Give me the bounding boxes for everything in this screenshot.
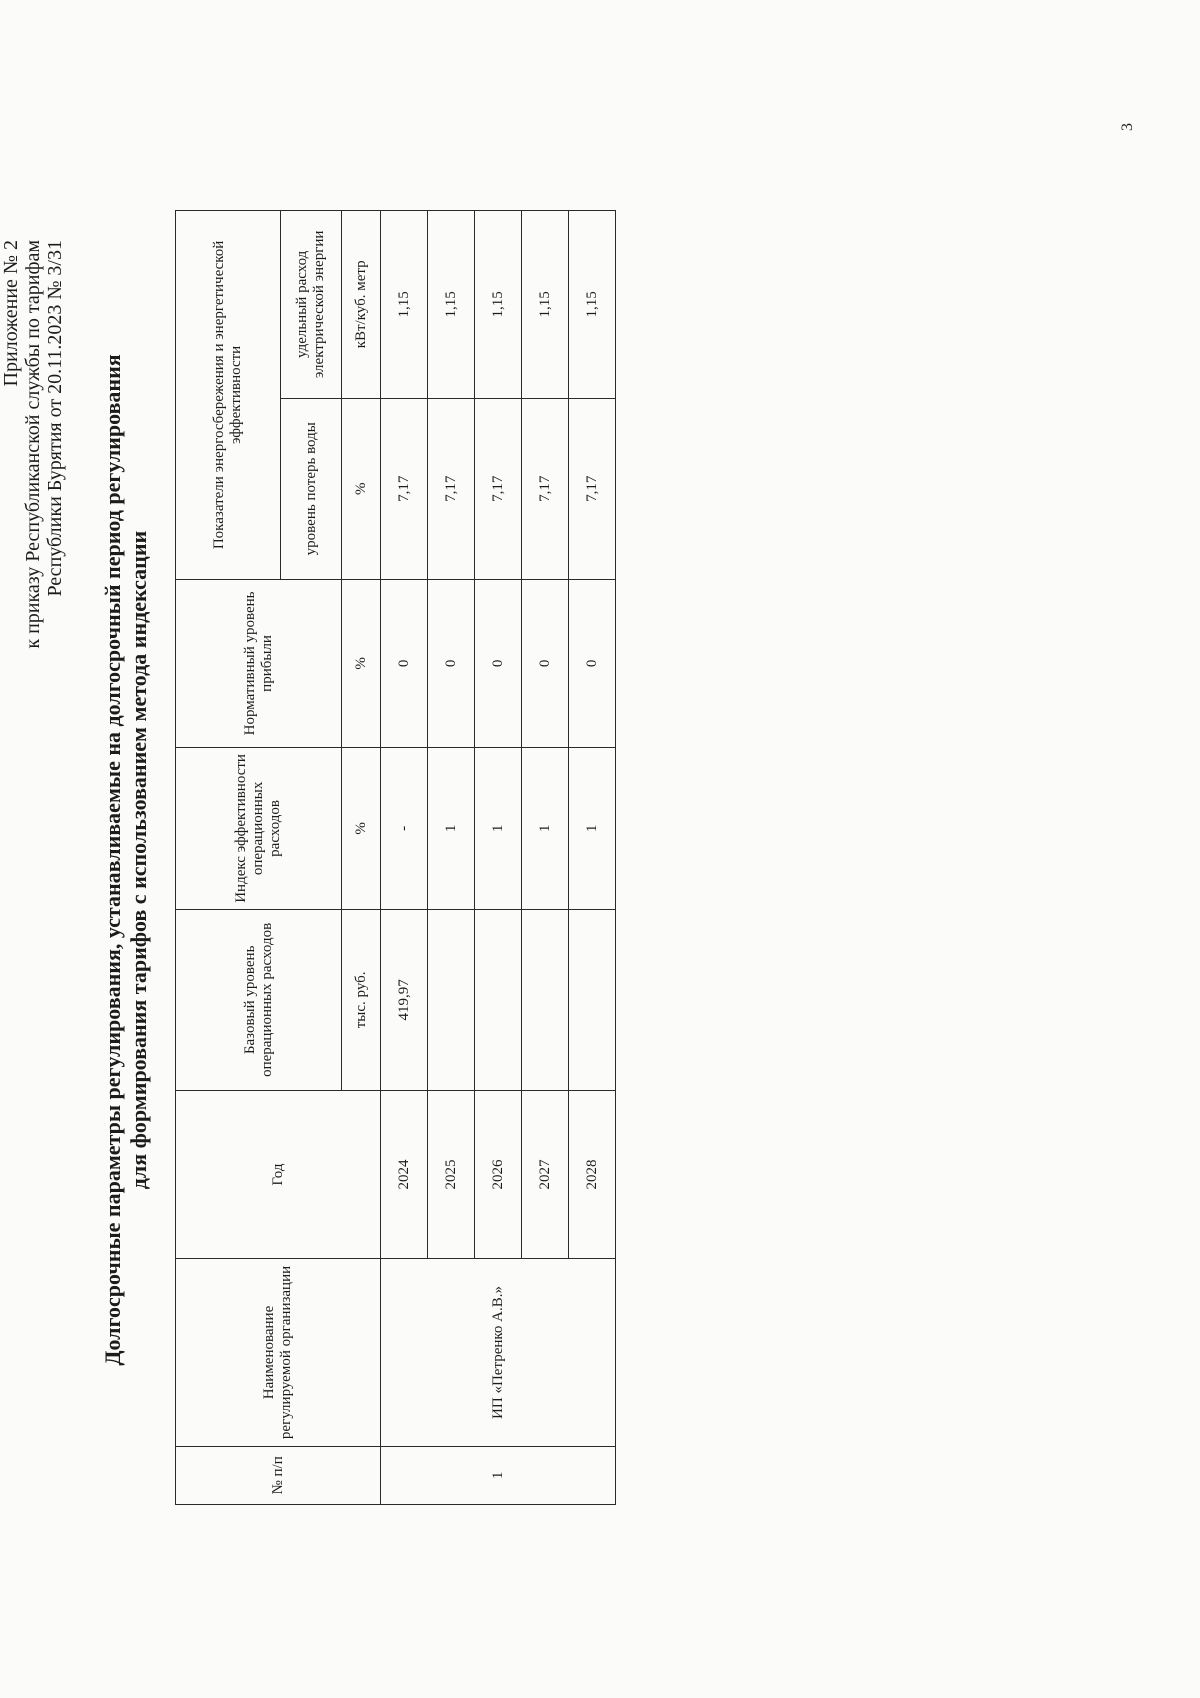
cell-index: 1 [522,748,569,910]
cell-index: 1 [428,748,475,910]
unit-base: тыс. руб. [342,909,381,1090]
title-line-2: для формирования тарифов с использованием метода индексации [126,530,151,1190]
cell-electricity: 1,15 [475,211,522,399]
cell-losses: 7,17 [569,398,616,579]
cell-profit: 0 [428,579,475,747]
header-water-losses: уровень потерь воды [281,398,342,579]
cell-base [569,909,616,1090]
header-electricity: удельный расход электрической энергии [281,211,342,399]
table-row [381,211,428,1505]
row-number: 1 [381,1446,616,1504]
cell-year: 2028 [569,1090,616,1258]
cell-profit: 0 [569,579,616,747]
appendix-line-3: Республики Бурятия от 20.11.2023 № 3/31 [44,240,66,597]
cell-base [428,909,475,1090]
rotated-document [0,210,930,1510]
header-num: № п/п [176,1446,381,1504]
cell-index: 1 [475,748,522,910]
unit-electricity: кВт/куб. метр [342,211,381,399]
page-number: 3 [1119,123,1136,131]
unit-index: % [342,748,381,910]
cell-base [522,909,569,1090]
appendix-block [0,240,66,649]
cell-profit: 0 [522,579,569,747]
cell-profit: 0 [381,579,428,747]
cell-electricity: 1,15 [522,211,569,399]
organization-name: ИП «Петренко А.В.» [381,1259,616,1447]
cell-year: 2024 [381,1090,428,1258]
cell-electricity: 1,15 [428,211,475,399]
cell-losses: 7,17 [475,398,522,579]
appendix-line-1: Приложение № 2 [0,240,22,387]
header-base-level: Базовый уровень операционных расходов [176,909,342,1090]
header-year: Год [176,1090,381,1258]
cell-index: - [381,748,428,910]
document-title [100,210,152,1510]
parameters-table [175,210,616,1505]
unit-losses: % [342,398,381,579]
header-energy-group: Показатели энергосбережения и энергетической эффективности [176,211,281,580]
unit-profit: % [342,579,381,747]
cell-electricity: 1,15 [569,211,616,399]
cell-base [475,909,522,1090]
cell-index: 1 [569,748,616,910]
cell-year: 2025 [428,1090,475,1258]
cell-base: 419,97 [381,909,428,1090]
header-efficiency-index: Индекс эффективности операционных расходов [176,748,342,910]
cell-losses: 7,17 [522,398,569,579]
cell-losses: 7,17 [428,398,475,579]
header-organization: Наименование регулируемой организации [176,1259,381,1447]
cell-losses: 7,17 [381,398,428,579]
appendix-line-2: к приказу Республиканской службы по тарифам [22,240,44,649]
header-profit-level: Нормативный уровень прибыли [176,579,342,747]
cell-year: 2027 [522,1090,569,1258]
title-line-1: Долгосрочные параметры регулирования, устанавливаемые на долгосрочный период регулирования [100,354,125,1366]
cell-profit: 0 [475,579,522,747]
cell-electricity: 1,15 [381,211,428,399]
cell-year: 2026 [475,1090,522,1258]
